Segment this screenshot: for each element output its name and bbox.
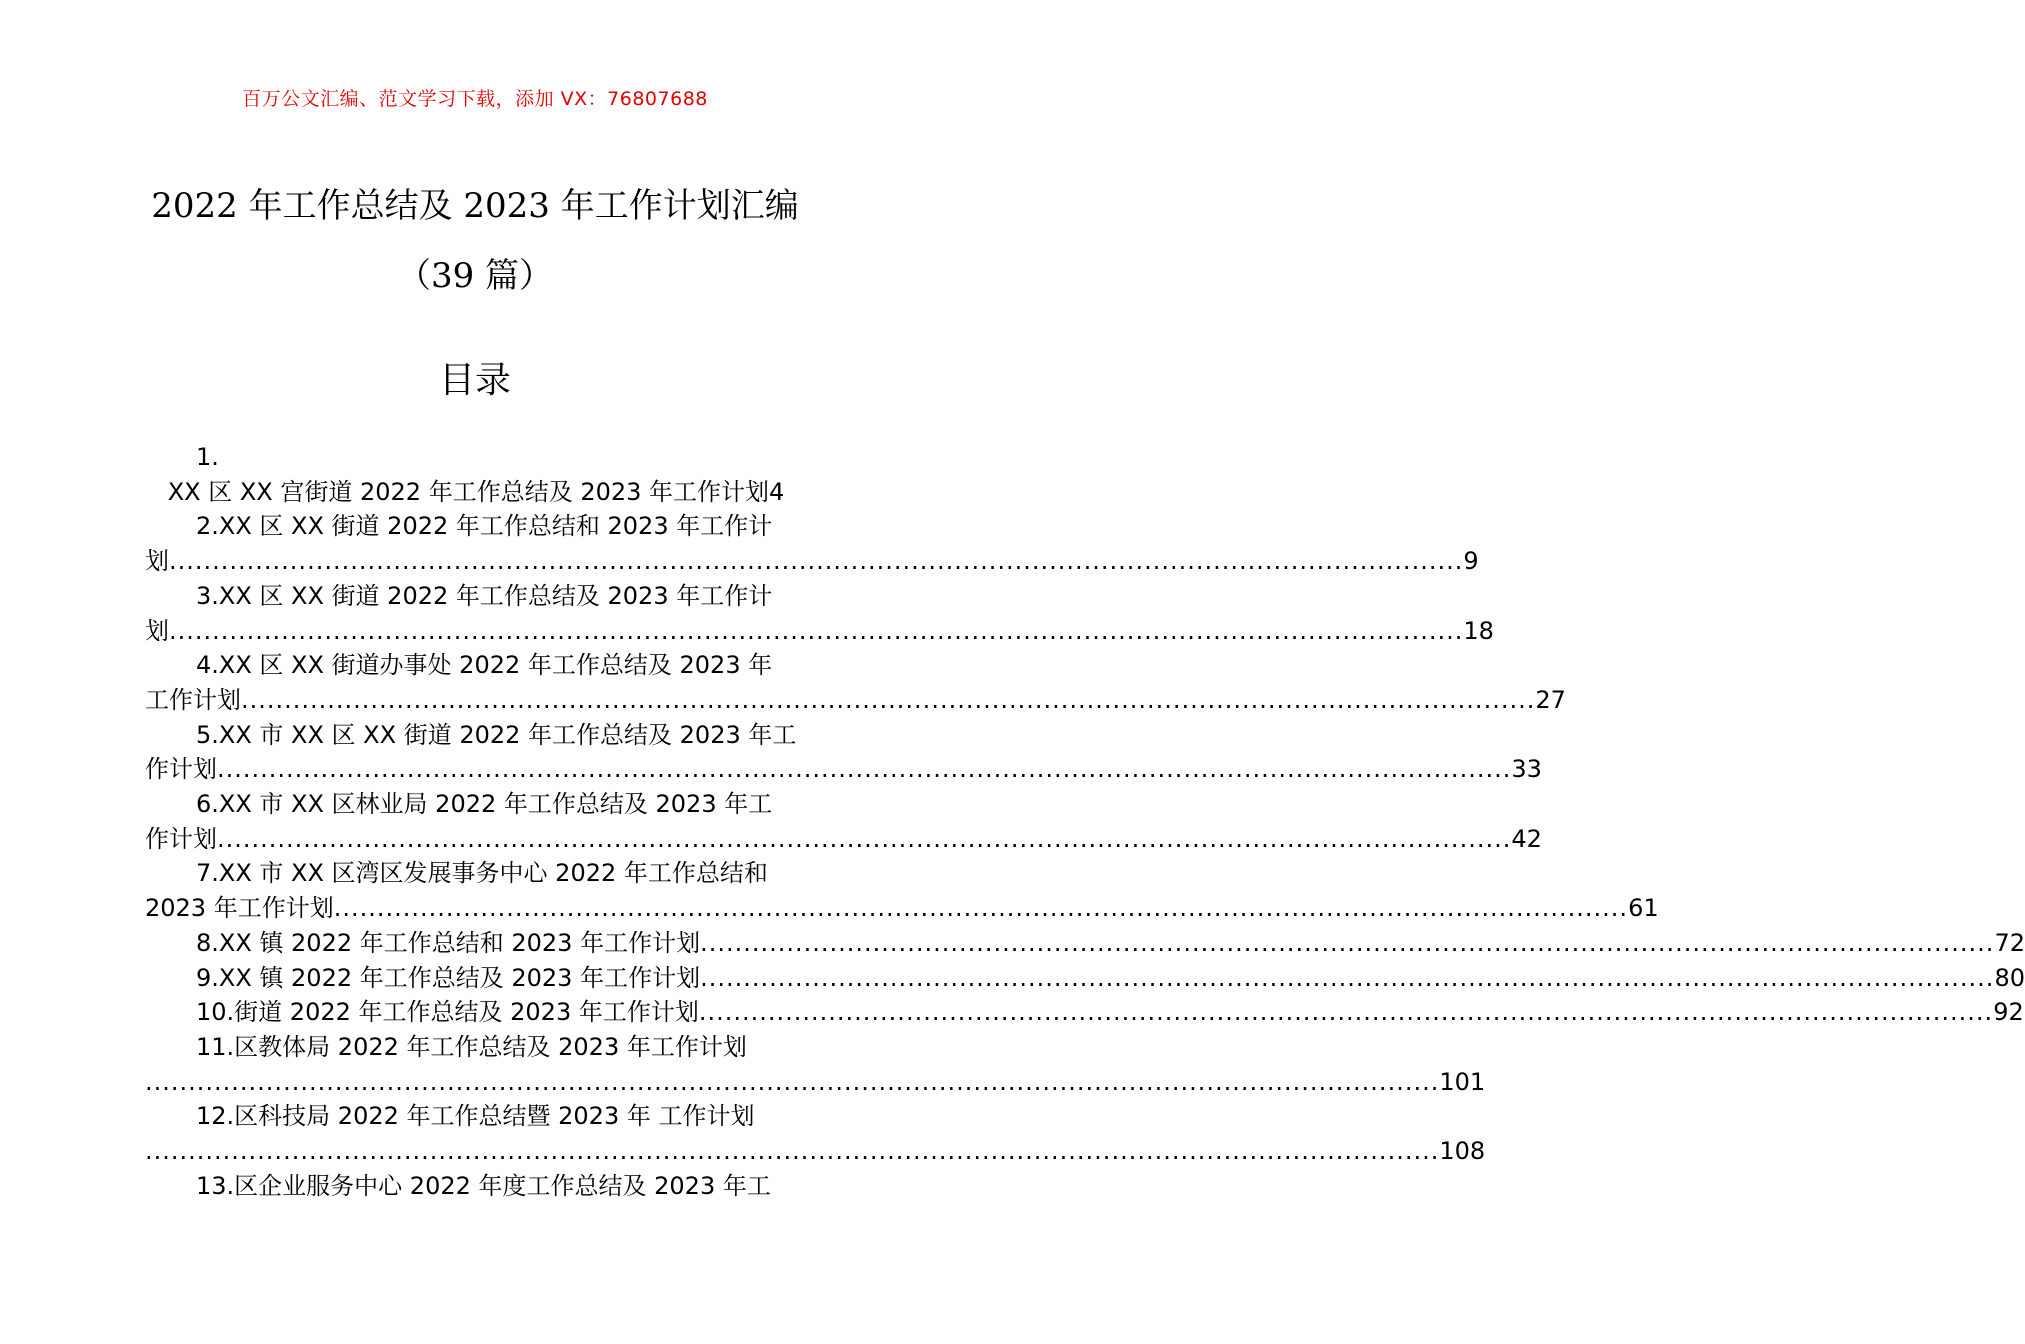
toc-page-number: 108	[1439, 1137, 1486, 1166]
toc-page-number: 72	[1994, 928, 2025, 957]
toc-entry-text: 2.XX 区 XX 街道 2022 年工作总结和 2023 年工作计	[196, 512, 773, 541]
toc-entry-1[interactable]	[145, 440, 807, 509]
toc-page-number: 101	[1439, 1067, 1486, 1096]
toc-entry-10[interactable]	[145, 995, 2024, 1030]
toc-leader: ......................................................................................................................................................	[145, 1137, 1440, 1166]
toc-entry-text: 作计划	[145, 755, 217, 784]
toc-page-number: 80	[1994, 963, 2025, 992]
toc-leader: ......................................................................................................................................................	[700, 963, 1995, 992]
toc-leader: ......................................................................................................................................................	[241, 685, 1536, 714]
toc-entry-7[interactable]	[145, 856, 1659, 925]
toc-entry-text: XX 区 XX 宫街道 2022 年工作总结及 2023 年工作计划4	[167, 477, 785, 506]
toc-leader: ......................................................................................................................................................	[333, 894, 1629, 923]
toc-entry-text: 12.区科技局 2022 年工作总结暨 2023 年 工作计划	[196, 1102, 755, 1131]
toc-entry-text: 3.XX 区 XX 街道 2022 年工作总结及 2023 年工作计	[196, 581, 773, 610]
toc-leader: ......................................................................................................................................................	[217, 755, 1512, 784]
watermark-banner: 百万公文汇编、范文学习下载，添加 VX：76807688	[242, 88, 708, 110]
toc-entry-text: 13.区企业服务中心 2022 年度工作总结及 2023 年工	[196, 1171, 771, 1200]
toc-heading: 目录	[438, 360, 511, 401]
toc-entry-3[interactable]	[145, 579, 1494, 648]
toc-page-number: 42	[1511, 824, 1542, 853]
toc-entry-5[interactable]	[145, 718, 1542, 787]
toc-page-number: 33	[1511, 755, 1542, 784]
toc-entry-text: 9.XX 镇 2022 年工作总结及 2023 年工作计划	[196, 963, 701, 992]
toc-entry-text: 7.XX 市 XX 区湾区发展事务中心 2022 年工作总结和	[196, 859, 768, 888]
table-of-contents	[145, 440, 2025, 1203]
toc-entry-text: 1.	[196, 443, 219, 471]
toc-entry-12[interactable]	[145, 1099, 1486, 1168]
toc-page-number: 92	[1993, 998, 2024, 1027]
toc-page-number: 27	[1535, 685, 1566, 714]
toc-entry-9[interactable]	[145, 961, 2025, 996]
toc-page-number: 18	[1463, 616, 1494, 645]
toc-page-number: 61	[1628, 894, 1659, 923]
toc-entry-text: 4.XX 区 XX 街道办事处 2022 年工作总结及 2023 年	[196, 651, 773, 680]
toc-leader: ......................................................................................................................................................	[698, 998, 1994, 1027]
toc-page-number: 9	[1463, 547, 1479, 576]
toc-entry-text: 2023 年工作计划	[145, 894, 334, 923]
toc-entry-text: 10.街道 2022 年工作总结及 2023 年工作计划	[196, 998, 699, 1027]
toc-entry-11[interactable]	[145, 1030, 1486, 1099]
toc-entry-text: 划	[145, 547, 169, 576]
toc-entry-text: 6.XX 市 XX 区林业局 2022 年工作总结及 2023 年工	[196, 790, 773, 819]
toc-entry-6[interactable]	[145, 787, 1542, 856]
toc-entry-text: 11.区教体局 2022 年工作总结及 2023 年工作计划	[196, 1032, 747, 1061]
document-subtitle: （39 篇）	[396, 256, 554, 296]
toc-entry-text: 8.XX 镇 2022 年工作总结和 2023 年工作计划	[196, 928, 701, 957]
toc-leader: ......................................................................................................................................................	[145, 1067, 1440, 1096]
toc-leader: ......................................................................................................................................................	[217, 824, 1512, 853]
toc-entry-2[interactable]	[145, 509, 1479, 578]
document-title: 2022 年工作总结及 2023 年工作计划汇编	[151, 186, 799, 226]
toc-entry-8[interactable]	[145, 926, 2025, 961]
toc-entry-text: 5.XX 市 XX 区 XX 街道 2022 年工作总结及 2023 年工	[196, 720, 797, 749]
toc-entry-text: 作计划	[145, 824, 217, 853]
toc-entry-13[interactable]	[145, 1169, 807, 1204]
toc-leader: ......................................................................................................................................................	[700, 928, 1995, 957]
toc-entry-text: 工作计划	[145, 685, 241, 714]
toc-leader: ......................................................................................................................................................	[169, 616, 1464, 645]
toc-leader: ......................................................................................................................................................	[169, 547, 1464, 576]
toc-entry-4[interactable]	[145, 648, 1566, 717]
toc-entry-text: 划	[145, 616, 169, 645]
